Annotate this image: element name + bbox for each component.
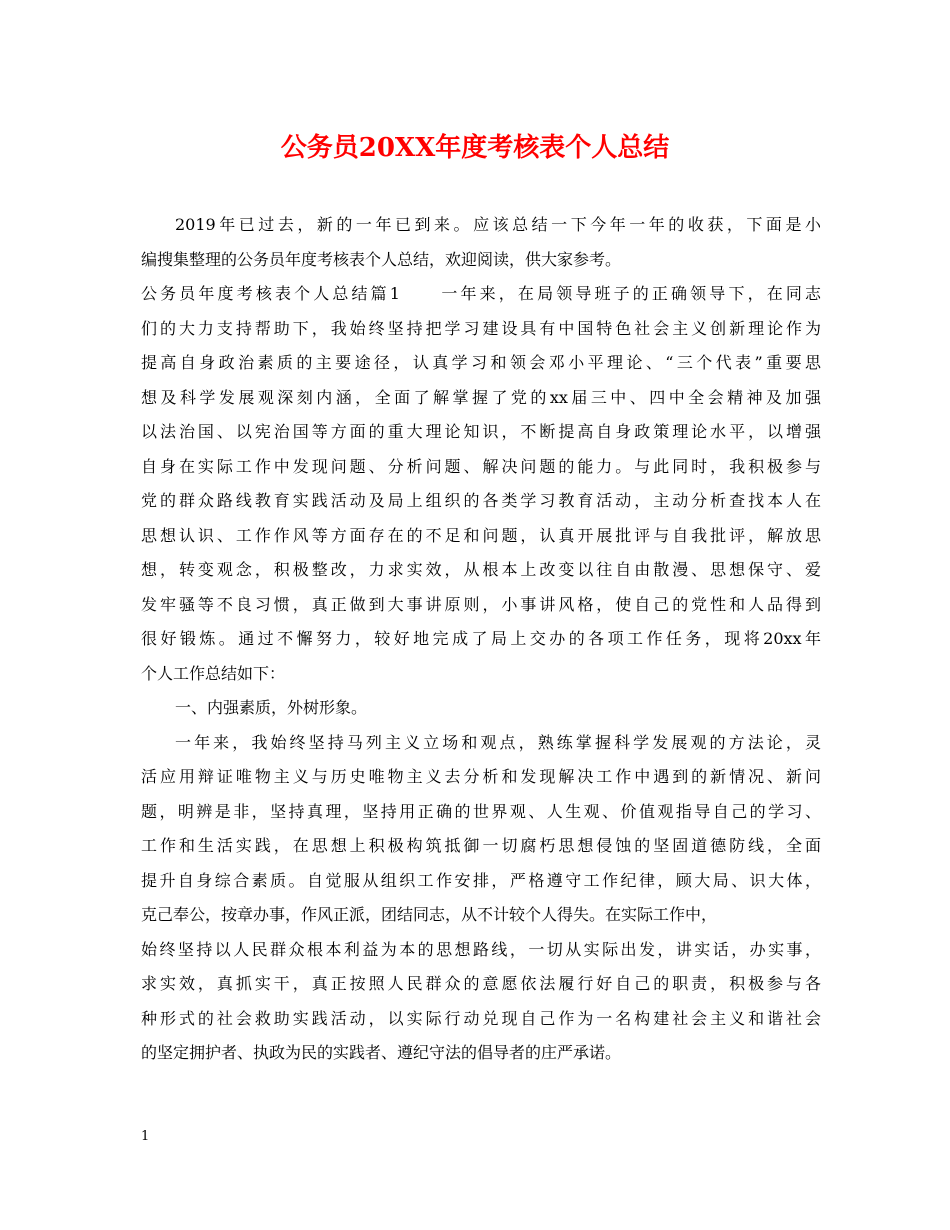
text-line: 提升自身综合素质。自觉服从组织工作安排，严格遵守工作纪律，顾大局、识大体， bbox=[141, 870, 821, 890]
text-line: 很好锻炼。通过不懈努力，较好地完成了局上交办的各项工作任务，现将20xx年 bbox=[141, 629, 821, 648]
text-line: 提高自身政治素质的主要途径，认真学习和领会邓小平理论、“三个代表”重要思 bbox=[141, 353, 821, 372]
text-line: 始终坚持以人民群众根本利益为本的思想路线，一切从实际出发，讲实话，办实事， bbox=[141, 939, 821, 959]
text-line: 克己奉公，按章办事，作风正派，团结同志，从不计较个人得失。在实际工作中， bbox=[141, 905, 718, 924]
text-line: 编搜集整理的公务员年度考核表个人总结，欢迎阅读，供大家参考。 bbox=[141, 249, 622, 269]
text-line: 想及科学发展观深刻内涵，全面了解掌握了党的xx届三中、四中全会精神及加强 bbox=[141, 387, 821, 407]
document-title: 公务员20XX年度考核表个人总结 bbox=[280, 133, 670, 163]
text-line: 想，转变观念，积极整改，力求实效，从根本上改变以往自由散漫、思想保守、爱 bbox=[141, 560, 821, 579]
text-line: 发牢骚等不良习惯，真正做到大事讲原则，小事讲风格，使自己的党性和人品得到 bbox=[141, 594, 821, 614]
text-line: 的坚定拥护者、执政为民的实践者、遵纪守法的倡导者的庄严承诺。 bbox=[141, 1043, 622, 1062]
text-line: 2019年已过去，新的一年已到来。应该总结一下今年一年的收获，下面是小 bbox=[175, 215, 821, 234]
text-line: 思想认识、工作作风等方面存在的不足和问题，认真开展批评与自我批评，解放思 bbox=[141, 525, 821, 545]
text-line: 求实效，真抓实干，真正按照人民群众的意愿依法履行好自己的职责，积极参与各 bbox=[141, 974, 821, 993]
document-body bbox=[141, 208, 821, 1071]
page-number: 1 bbox=[141, 1129, 150, 1144]
section-heading: 一、内强素质，外树形象。 bbox=[175, 698, 368, 717]
text-line: 们的大力支持帮助下，我始终坚持把学习建设具有中国特色社会主义创新理论作为 bbox=[141, 318, 821, 338]
text-line: 工作和生活实践，在思想上积极构筑抵御一切腐朽思想侵蚀的坚固道德防线，全面 bbox=[141, 836, 821, 855]
text-line: 党的群众路线教育实践活动及局上组织的各类学习教育活动，主动分析查找本人在 bbox=[141, 491, 821, 510]
text-line: 一年来，我始终坚持马列主义立场和观点，熟练掌握科学发展观的方法论，灵 bbox=[175, 732, 821, 752]
text-line: 自身在实际工作中发现问题、分析问题、解决问题的能力。与此同时，我积极参与 bbox=[141, 456, 821, 476]
text-line: 个人工作总结如下： bbox=[141, 663, 286, 683]
text-line: 活应用辩证唯物主义与历史唯物主义去分析和发现解决工作中遇到的新情况、新问 bbox=[141, 767, 821, 786]
text-line: 种形式的社会救助实践活动，以实际行动兑现自己作为一名构建社会主义和谐社会 bbox=[141, 1008, 821, 1028]
text-line: 公务员年度考核表个人总结篇1 一年来，在局领导班子的正确领导下，在同志 bbox=[141, 284, 821, 303]
text-line: 以法治国、以宪治国等方面的重大理论知识，不断提高自身政策理论水平，以增强 bbox=[141, 422, 821, 441]
text-line: 题，明辨是非，坚持真理，坚持用正确的世界观、人生观、价值观指导自己的学习、 bbox=[141, 801, 821, 821]
